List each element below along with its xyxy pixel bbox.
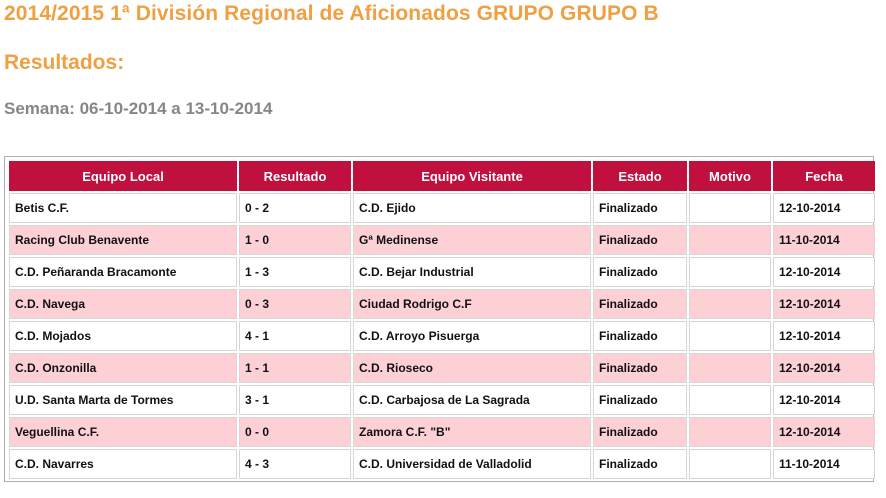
cell-equipo-local: C.D. Peñaranda Bracamonte [9, 257, 237, 287]
results-heading: Resultados: [4, 51, 125, 74]
column-header-fecha: Fecha [773, 161, 875, 191]
cell-motivo [689, 385, 771, 415]
results-table [7, 159, 877, 481]
table-row [9, 353, 875, 383]
cell-motivo [689, 417, 771, 447]
cell-equipo-visitante: C.D. Ejido [353, 193, 591, 223]
cell-estado: Finalizado [593, 193, 687, 223]
table-row [9, 417, 875, 447]
cell-resultado: 0 - 3 [239, 289, 351, 319]
cell-resultado: 0 - 0 [239, 417, 351, 447]
column-header-equipo-local: Equipo Local [9, 161, 237, 191]
cell-equipo-visitante: C.D. Arroyo Pisuerga [353, 321, 591, 351]
cell-motivo [689, 257, 771, 287]
cell-estado: Finalizado [593, 289, 687, 319]
cell-estado: Finalizado [593, 321, 687, 351]
cell-fecha: 12-10-2014 [773, 417, 875, 447]
cell-fecha: 12-10-2014 [773, 385, 875, 415]
cell-fecha: 12-10-2014 [773, 289, 875, 319]
table-row [9, 193, 875, 223]
cell-equipo-visitante: C.D. Universidad de Valladolid [353, 449, 591, 479]
table-row [9, 225, 875, 255]
column-header-motivo: Motivo [689, 161, 771, 191]
cell-fecha: 11-10-2014 [773, 225, 875, 255]
cell-equipo-visitante: C.D. Bejar Industrial [353, 257, 591, 287]
table-row [9, 449, 875, 479]
cell-estado: Finalizado [593, 385, 687, 415]
cell-estado: Finalizado [593, 257, 687, 287]
cell-motivo [689, 353, 771, 383]
table-row [9, 289, 875, 319]
cell-fecha: 12-10-2014 [773, 321, 875, 351]
cell-resultado: 1 - 3 [239, 257, 351, 287]
cell-equipo-visitante: Zamora C.F. "B" [353, 417, 591, 447]
cell-equipo-local: Racing Club Benavente [9, 225, 237, 255]
cell-resultado: 1 - 0 [239, 225, 351, 255]
table-row [9, 321, 875, 351]
cell-equipo-visitante: C.D. Carbajosa de La Sagrada [353, 385, 591, 415]
cell-equipo-local: Veguellina C.F. [9, 417, 237, 447]
cell-fecha: 12-10-2014 [773, 353, 875, 383]
column-header-estado: Estado [593, 161, 687, 191]
cell-equipo-local: U.D. Santa Marta de Tormes [9, 385, 237, 415]
cell-resultado: 4 - 1 [239, 321, 351, 351]
cell-equipo-visitante: C.D. Rioseco [353, 353, 591, 383]
week-range: Semana: 06-10-2014 a 13-10-2014 [4, 99, 273, 118]
cell-motivo [689, 225, 771, 255]
cell-estado: Finalizado [593, 353, 687, 383]
cell-equipo-visitante: Gª Medinense [353, 225, 591, 255]
cell-motivo [689, 321, 771, 351]
cell-resultado: 1 - 1 [239, 353, 351, 383]
cell-resultado: 4 - 3 [239, 449, 351, 479]
cell-equipo-local: C.D. Navega [9, 289, 237, 319]
table-row [9, 385, 875, 415]
cell-motivo [689, 289, 771, 319]
cell-resultado: 0 - 2 [239, 193, 351, 223]
cell-estado: Finalizado [593, 417, 687, 447]
cell-fecha: 11-10-2014 [773, 449, 875, 479]
results-table-container [4, 156, 874, 482]
table-header-row [9, 161, 875, 191]
cell-fecha: 12-10-2014 [773, 193, 875, 223]
cell-motivo [689, 449, 771, 479]
column-header-resultado: Resultado [239, 161, 351, 191]
cell-resultado: 3 - 1 [239, 385, 351, 415]
table-row [9, 257, 875, 287]
cell-motivo [689, 193, 771, 223]
column-header-equipo-visitante: Equipo Visitante [353, 161, 591, 191]
page-title: 2014/2015 1ª División Regional de Aficionados GRUPO GRUPO B [4, 2, 659, 25]
cell-equipo-visitante: Ciudad Rodrigo C.F [353, 289, 591, 319]
cell-equipo-local: C.D. Mojados [9, 321, 237, 351]
cell-estado: Finalizado [593, 225, 687, 255]
cell-equipo-local: C.D. Onzonilla [9, 353, 237, 383]
cell-fecha: 12-10-2014 [773, 257, 875, 287]
cell-estado: Finalizado [593, 449, 687, 479]
cell-equipo-local: C.D. Navarres [9, 449, 237, 479]
cell-equipo-local: Betis C.F. [9, 193, 237, 223]
